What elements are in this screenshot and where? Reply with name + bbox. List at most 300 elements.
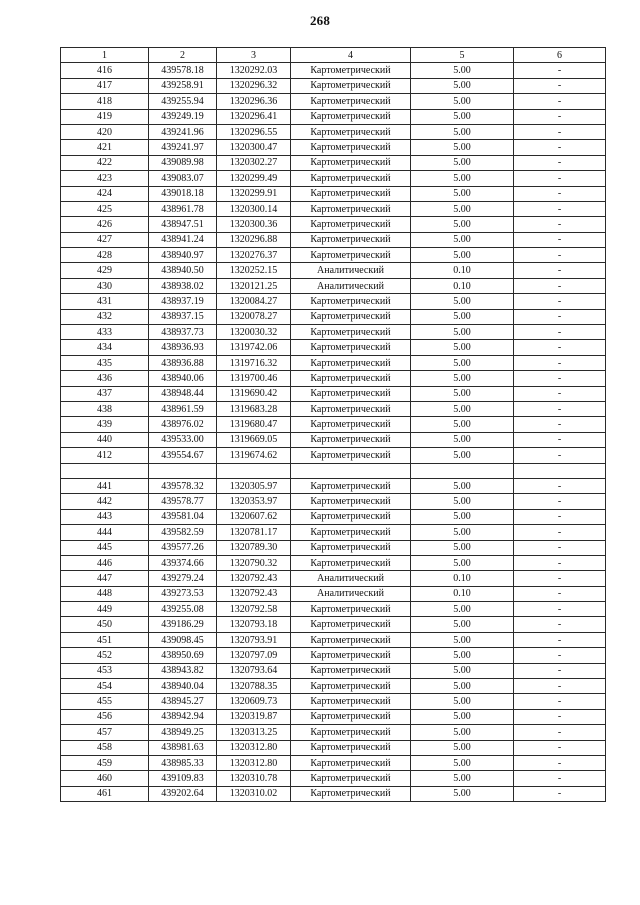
method-cell: Картометрический (291, 140, 411, 155)
note-cell: - (514, 771, 606, 786)
x-coordinate-cell: 438981.63 (149, 740, 217, 755)
note-cell (514, 463, 606, 478)
note-cell: - (514, 201, 606, 216)
point-number-cell: 451 (61, 632, 149, 647)
method-cell: Картометрический (291, 555, 411, 570)
table-row (61, 263, 606, 278)
accuracy-cell: 5.00 (411, 217, 514, 232)
point-number-cell: 433 (61, 325, 149, 340)
note-cell: - (514, 648, 606, 663)
note-cell: - (514, 725, 606, 740)
column-header-5: 5 (411, 48, 514, 63)
table-row (61, 140, 606, 155)
table-row (61, 355, 606, 370)
y-coordinate-cell: 1320084.27 (217, 294, 291, 309)
x-coordinate-cell: 439374.66 (149, 555, 217, 570)
y-coordinate-cell: 1320353.97 (217, 494, 291, 509)
note-cell: - (514, 325, 606, 340)
y-coordinate-cell: 1320296.32 (217, 78, 291, 93)
accuracy-cell: 5.00 (411, 725, 514, 740)
header-row (61, 48, 606, 63)
accuracy-cell: 5.00 (411, 478, 514, 493)
y-coordinate-cell: 1319683.28 (217, 401, 291, 416)
point-number-cell: 436 (61, 371, 149, 386)
note-cell: - (514, 94, 606, 109)
method-cell: Картометрический (291, 94, 411, 109)
point-number-cell: 461 (61, 786, 149, 801)
point-number-cell: 419 (61, 109, 149, 124)
x-coordinate-cell: 438961.59 (149, 401, 217, 416)
point-number-cell: 450 (61, 617, 149, 632)
x-coordinate-cell: 439578.18 (149, 63, 217, 78)
note-cell: - (514, 78, 606, 93)
x-coordinate-cell: 439533.00 (149, 432, 217, 447)
note-cell: - (514, 432, 606, 447)
x-coordinate-cell: 438948.44 (149, 386, 217, 401)
table-row (61, 217, 606, 232)
table-row (61, 155, 606, 170)
table-row (61, 309, 606, 324)
method-cell: Картометрический (291, 448, 411, 463)
y-coordinate-cell: 1320300.47 (217, 140, 291, 155)
method-cell: Картометрический (291, 602, 411, 617)
point-number-cell: 422 (61, 155, 149, 170)
x-coordinate-cell: 439258.91 (149, 78, 217, 93)
x-coordinate-cell: 438945.27 (149, 694, 217, 709)
accuracy-cell: 5.00 (411, 679, 514, 694)
method-cell: Картометрический (291, 186, 411, 201)
method-cell: Картометрический (291, 478, 411, 493)
y-coordinate-cell: 1320312.80 (217, 740, 291, 755)
point-number-cell: 432 (61, 309, 149, 324)
point-number-cell: 440 (61, 432, 149, 447)
method-cell: Картометрический (291, 679, 411, 694)
accuracy-cell: 5.00 (411, 632, 514, 647)
point-number-cell: 455 (61, 694, 149, 709)
point-number-cell: 444 (61, 525, 149, 540)
note-cell: - (514, 386, 606, 401)
y-coordinate-cell: 1320792.43 (217, 586, 291, 601)
column-header-6: 6 (514, 48, 606, 63)
column-header-4: 4 (291, 48, 411, 63)
accuracy-cell: 5.00 (411, 386, 514, 401)
y-coordinate-cell: 1320790.32 (217, 555, 291, 570)
method-cell: Картометрический (291, 124, 411, 139)
x-coordinate-cell: 439578.77 (149, 494, 217, 509)
method-cell: Картометрический (291, 509, 411, 524)
method-cell: Картометрический (291, 201, 411, 216)
note-cell: - (514, 371, 606, 386)
x-coordinate-cell: 439083.07 (149, 171, 217, 186)
method-cell: Картометрический (291, 294, 411, 309)
y-coordinate-cell: 1320296.36 (217, 94, 291, 109)
note-cell: - (514, 555, 606, 570)
point-number-cell: 441 (61, 478, 149, 493)
y-coordinate-cell: 1320607.62 (217, 509, 291, 524)
note-cell: - (514, 109, 606, 124)
table-row (61, 278, 606, 293)
accuracy-cell: 5.00 (411, 494, 514, 509)
y-coordinate-cell: 1320305.97 (217, 478, 291, 493)
y-coordinate-cell: 1320299.91 (217, 186, 291, 201)
table-row (61, 248, 606, 263)
accuracy-cell (411, 463, 514, 478)
x-coordinate-cell: 439109.83 (149, 771, 217, 786)
x-coordinate-cell: 439578.32 (149, 478, 217, 493)
note-cell: - (514, 694, 606, 709)
point-number-cell: 426 (61, 217, 149, 232)
table-row (61, 201, 606, 216)
x-coordinate-cell: 439581.04 (149, 509, 217, 524)
method-cell: Картометрический (291, 786, 411, 801)
method-cell: Картометрический (291, 248, 411, 263)
accuracy-cell: 5.00 (411, 355, 514, 370)
note-cell: - (514, 63, 606, 78)
x-coordinate-cell: 438976.02 (149, 417, 217, 432)
table-row (61, 186, 606, 201)
table-row (61, 602, 606, 617)
accuracy-cell: 5.00 (411, 140, 514, 155)
method-cell: Картометрический (291, 78, 411, 93)
method-cell: Картометрический (291, 340, 411, 355)
note-cell: - (514, 586, 606, 601)
point-number-cell: 431 (61, 294, 149, 309)
table-row (61, 63, 606, 78)
x-coordinate-cell: 438941.24 (149, 232, 217, 247)
column-header-2: 2 (149, 48, 217, 63)
point-number-cell: 428 (61, 248, 149, 263)
y-coordinate-cell: 1320300.14 (217, 201, 291, 216)
note-cell: - (514, 709, 606, 724)
point-number-cell: 437 (61, 386, 149, 401)
note-cell: - (514, 617, 606, 632)
note-cell: - (514, 124, 606, 139)
point-number-cell: 448 (61, 586, 149, 601)
method-cell: Картометрический (291, 371, 411, 386)
y-coordinate-cell: 1320296.55 (217, 124, 291, 139)
y-coordinate-cell: 1320310.78 (217, 771, 291, 786)
note-cell: - (514, 217, 606, 232)
table-row (61, 755, 606, 770)
y-coordinate-cell: 1320302.27 (217, 155, 291, 170)
point-number-cell: 460 (61, 771, 149, 786)
point-number-cell: 457 (61, 725, 149, 740)
point-number-cell: 421 (61, 140, 149, 155)
y-coordinate-cell: 1320296.41 (217, 109, 291, 124)
y-coordinate-cell: 1320781.17 (217, 525, 291, 540)
accuracy-cell: 5.00 (411, 340, 514, 355)
note-cell: - (514, 355, 606, 370)
table-header (61, 48, 606, 63)
table-row (61, 463, 606, 478)
accuracy-cell: 0.10 (411, 586, 514, 601)
note-cell: - (514, 679, 606, 694)
x-coordinate-cell: 438938.02 (149, 278, 217, 293)
y-coordinate-cell: 1320300.36 (217, 217, 291, 232)
method-cell: Картометрический (291, 63, 411, 78)
note-cell: - (514, 401, 606, 416)
note-cell: - (514, 171, 606, 186)
method-cell: Аналитический (291, 263, 411, 278)
x-coordinate-cell: 438937.19 (149, 294, 217, 309)
column-header-1: 1 (61, 48, 149, 63)
note-cell: - (514, 632, 606, 647)
point-number-cell: 423 (61, 171, 149, 186)
accuracy-cell: 5.00 (411, 248, 514, 263)
accuracy-cell: 5.00 (411, 663, 514, 678)
x-coordinate-cell: 439089.98 (149, 155, 217, 170)
method-cell: Картометрический (291, 417, 411, 432)
table-body (61, 63, 606, 802)
method-cell (291, 463, 411, 478)
point-number-cell: 442 (61, 494, 149, 509)
accuracy-cell: 5.00 (411, 755, 514, 770)
point-number-cell: 435 (61, 355, 149, 370)
note-cell: - (514, 186, 606, 201)
note-cell: - (514, 140, 606, 155)
point-number-cell (61, 463, 149, 478)
accuracy-cell: 5.00 (411, 786, 514, 801)
accuracy-cell: 5.00 (411, 124, 514, 139)
y-coordinate-cell: 1320292.03 (217, 63, 291, 78)
accuracy-cell: 5.00 (411, 63, 514, 78)
x-coordinate-cell: 439098.45 (149, 632, 217, 647)
x-coordinate-cell: 438937.15 (149, 309, 217, 324)
table-row (61, 786, 606, 801)
accuracy-cell: 5.00 (411, 371, 514, 386)
accuracy-cell: 5.00 (411, 648, 514, 663)
point-number-cell: 420 (61, 124, 149, 139)
note-cell: - (514, 294, 606, 309)
note-cell: - (514, 663, 606, 678)
table-row (61, 555, 606, 570)
note-cell: - (514, 248, 606, 263)
accuracy-cell: 5.00 (411, 555, 514, 570)
point-number-cell: 429 (61, 263, 149, 278)
x-coordinate-cell: 438949.25 (149, 725, 217, 740)
note-cell: - (514, 540, 606, 555)
y-coordinate-cell: 1320792.43 (217, 571, 291, 586)
point-number-cell: 417 (61, 78, 149, 93)
point-number-cell: 445 (61, 540, 149, 555)
method-cell: Картометрический (291, 771, 411, 786)
accuracy-cell: 5.00 (411, 694, 514, 709)
x-coordinate-cell: 438947.51 (149, 217, 217, 232)
table-row (61, 78, 606, 93)
point-number-cell: 439 (61, 417, 149, 432)
x-coordinate-cell: 438950.69 (149, 648, 217, 663)
table-row (61, 109, 606, 124)
x-coordinate-cell: 438940.06 (149, 371, 217, 386)
table-row (61, 571, 606, 586)
point-number-cell: 424 (61, 186, 149, 201)
table-row (61, 371, 606, 386)
table-row (61, 648, 606, 663)
accuracy-cell: 5.00 (411, 232, 514, 247)
method-cell: Картометрический (291, 432, 411, 447)
x-coordinate-cell: 439273.53 (149, 586, 217, 601)
point-number-cell: 443 (61, 509, 149, 524)
accuracy-cell: 0.10 (411, 278, 514, 293)
y-coordinate-cell: 1319669.05 (217, 432, 291, 447)
accuracy-cell: 5.00 (411, 417, 514, 432)
accuracy-cell: 5.00 (411, 540, 514, 555)
method-cell: Картометрический (291, 617, 411, 632)
accuracy-cell: 5.00 (411, 509, 514, 524)
y-coordinate-cell: 1319700.46 (217, 371, 291, 386)
x-coordinate-cell: 439202.64 (149, 786, 217, 801)
x-coordinate-cell: 439577.26 (149, 540, 217, 555)
y-coordinate-cell: 1319742.06 (217, 340, 291, 355)
accuracy-cell: 5.00 (411, 617, 514, 632)
table-row (61, 448, 606, 463)
table-row (61, 494, 606, 509)
point-number-cell: 434 (61, 340, 149, 355)
point-number-cell: 427 (61, 232, 149, 247)
method-cell: Картометрический (291, 325, 411, 340)
note-cell: - (514, 571, 606, 586)
table-row (61, 694, 606, 709)
method-cell: Картометрический (291, 663, 411, 678)
method-cell: Картометрический (291, 109, 411, 124)
point-number-cell: 454 (61, 679, 149, 694)
x-coordinate-cell: 438936.93 (149, 340, 217, 355)
page-number: 268 (309, 13, 331, 28)
coordinates-table (60, 47, 606, 802)
table-row (61, 709, 606, 724)
method-cell: Картометрический (291, 632, 411, 647)
note-cell: - (514, 232, 606, 247)
point-number-cell: 418 (61, 94, 149, 109)
y-coordinate-cell: 1320310.02 (217, 786, 291, 801)
point-number-cell: 453 (61, 663, 149, 678)
accuracy-cell: 5.00 (411, 171, 514, 186)
accuracy-cell: 0.10 (411, 263, 514, 278)
accuracy-cell: 0.10 (411, 571, 514, 586)
x-coordinate-cell: 438943.82 (149, 663, 217, 678)
point-number-cell: 449 (61, 602, 149, 617)
y-coordinate-cell: 1320793.91 (217, 632, 291, 647)
method-cell: Картометрический (291, 171, 411, 186)
method-cell: Картометрический (291, 155, 411, 170)
method-cell: Аналитический (291, 278, 411, 293)
accuracy-cell: 5.00 (411, 186, 514, 201)
note-cell: - (514, 340, 606, 355)
y-coordinate-cell: 1320793.64 (217, 663, 291, 678)
point-number-cell: 430 (61, 278, 149, 293)
accuracy-cell: 5.00 (411, 78, 514, 93)
y-coordinate-cell: 1320121.25 (217, 278, 291, 293)
x-coordinate-cell: 438937.73 (149, 325, 217, 340)
note-cell: - (514, 525, 606, 540)
x-coordinate-cell: 439241.97 (149, 140, 217, 155)
point-number-cell: 425 (61, 201, 149, 216)
y-coordinate-cell: 1320793.18 (217, 617, 291, 632)
table-row (61, 417, 606, 432)
note-cell: - (514, 786, 606, 801)
method-cell: Картометрический (291, 309, 411, 324)
accuracy-cell: 5.00 (411, 432, 514, 447)
x-coordinate-cell: 438940.50 (149, 263, 217, 278)
note-cell: - (514, 155, 606, 170)
y-coordinate-cell: 1320299.49 (217, 171, 291, 186)
point-number-cell: 452 (61, 648, 149, 663)
method-cell: Картометрический (291, 694, 411, 709)
x-coordinate-cell: 439186.29 (149, 617, 217, 632)
point-number-cell: 458 (61, 740, 149, 755)
point-number-cell: 416 (61, 63, 149, 78)
column-header-3: 3 (217, 48, 291, 63)
x-coordinate-cell: 439018.18 (149, 186, 217, 201)
table-row (61, 124, 606, 139)
x-coordinate-cell: 439255.94 (149, 94, 217, 109)
note-cell: - (514, 417, 606, 432)
table-row (61, 725, 606, 740)
y-coordinate-cell: 1320312.80 (217, 755, 291, 770)
y-coordinate-cell: 1320792.58 (217, 602, 291, 617)
method-cell: Картометрический (291, 725, 411, 740)
accuracy-cell: 5.00 (411, 201, 514, 216)
y-coordinate-cell: 1320797.09 (217, 648, 291, 663)
y-coordinate-cell: 1320030.32 (217, 325, 291, 340)
y-coordinate-cell: 1320296.88 (217, 232, 291, 247)
point-number-cell: 438 (61, 401, 149, 416)
table-row (61, 663, 606, 678)
method-cell: Картометрический (291, 401, 411, 416)
method-cell: Картометрический (291, 232, 411, 247)
note-cell: - (514, 309, 606, 324)
x-coordinate-cell: 439249.19 (149, 109, 217, 124)
accuracy-cell: 5.00 (411, 602, 514, 617)
table-row (61, 294, 606, 309)
x-coordinate-cell: 439279.24 (149, 571, 217, 586)
accuracy-cell: 5.00 (411, 771, 514, 786)
method-cell: Аналитический (291, 571, 411, 586)
table-row (61, 679, 606, 694)
method-cell: Картометрический (291, 540, 411, 555)
accuracy-cell: 5.00 (411, 325, 514, 340)
table-row (61, 740, 606, 755)
point-number-cell: 456 (61, 709, 149, 724)
note-cell: - (514, 755, 606, 770)
x-coordinate-cell: 438936.88 (149, 355, 217, 370)
x-coordinate-cell: 438940.97 (149, 248, 217, 263)
table-row (61, 171, 606, 186)
point-number-cell: 446 (61, 555, 149, 570)
method-cell: Картометрический (291, 525, 411, 540)
note-cell: - (514, 740, 606, 755)
method-cell: Картометрический (291, 386, 411, 401)
method-cell: Картометрический (291, 755, 411, 770)
note-cell: - (514, 602, 606, 617)
y-coordinate-cell: 1320276.37 (217, 248, 291, 263)
method-cell: Картометрический (291, 740, 411, 755)
y-coordinate-cell: 1320788.35 (217, 679, 291, 694)
accuracy-cell: 5.00 (411, 525, 514, 540)
method-cell: Картометрический (291, 648, 411, 663)
point-number-cell: 447 (61, 571, 149, 586)
x-coordinate-cell: 438942.94 (149, 709, 217, 724)
table-row (61, 325, 606, 340)
y-coordinate-cell: 1320078.27 (217, 309, 291, 324)
y-coordinate-cell: 1319690.42 (217, 386, 291, 401)
method-cell: Картометрический (291, 494, 411, 509)
method-cell: Картометрический (291, 355, 411, 370)
accuracy-cell: 5.00 (411, 401, 514, 416)
y-coordinate-cell: 1319680.47 (217, 417, 291, 432)
x-coordinate-cell (149, 463, 217, 478)
x-coordinate-cell: 439554.67 (149, 448, 217, 463)
